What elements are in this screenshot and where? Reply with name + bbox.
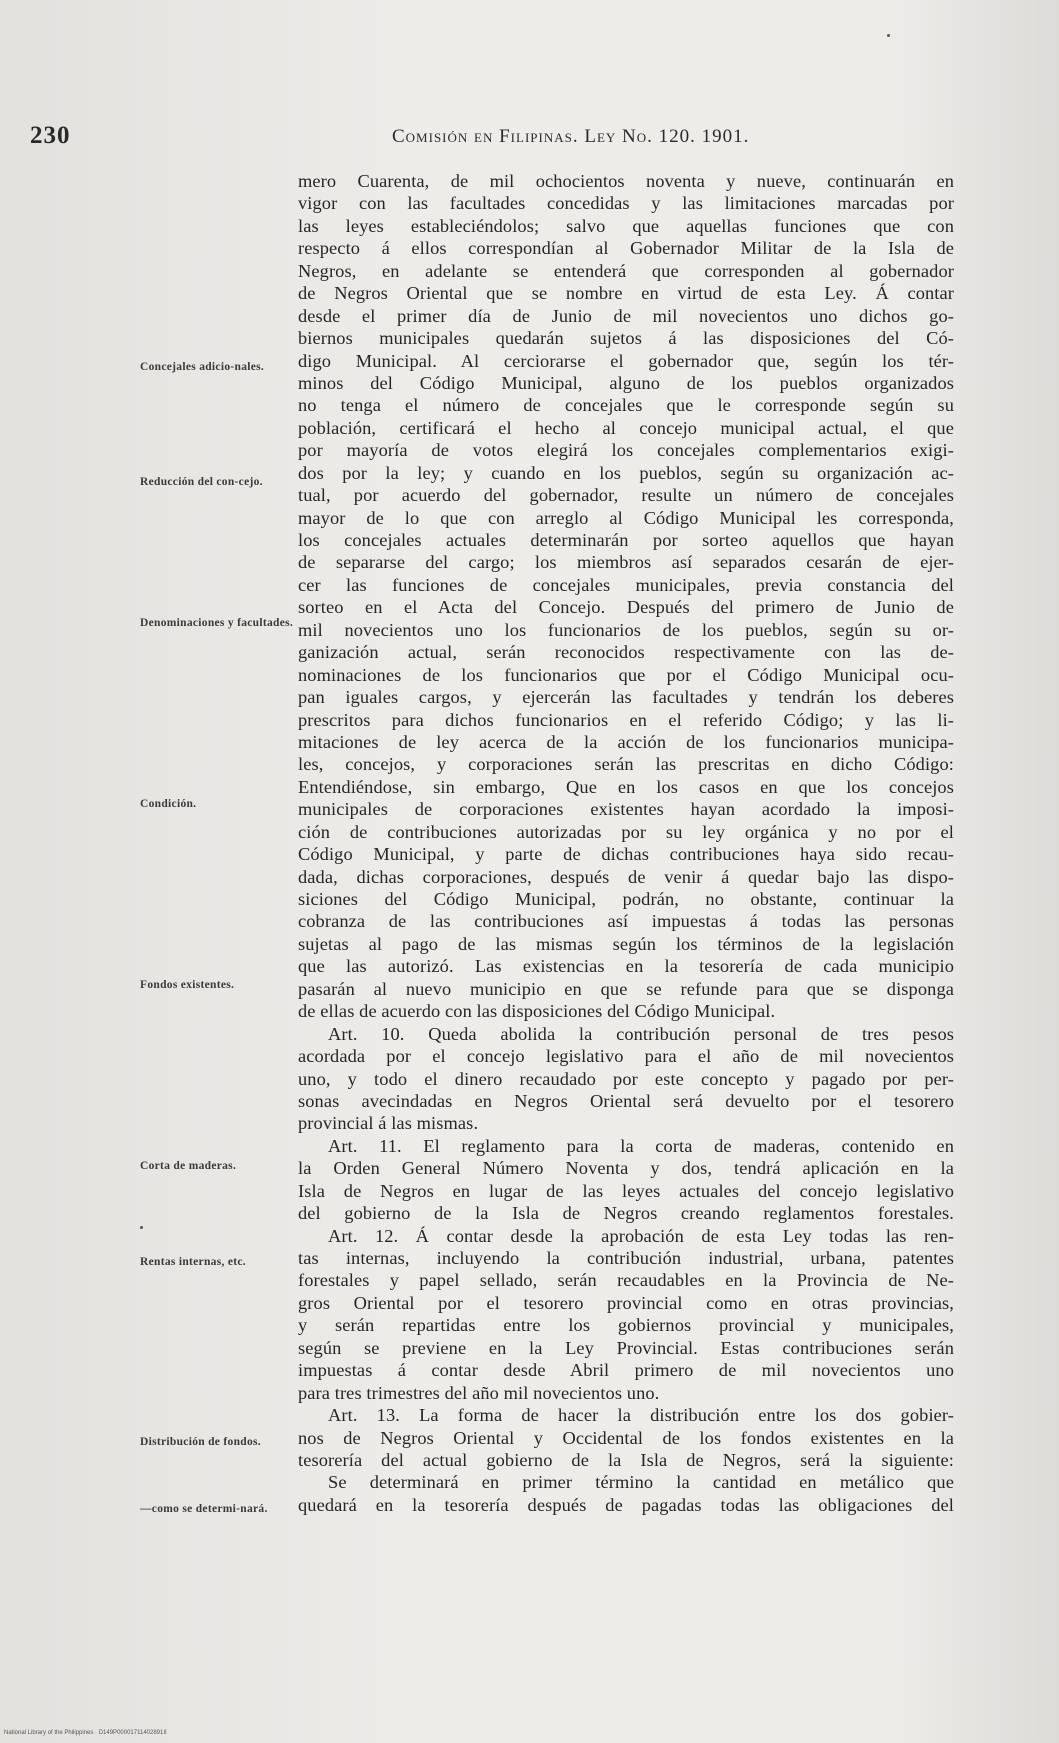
text-line: población, certificará el hecho al concejo municipal actual, el que: [298, 417, 954, 438]
margin-note: —como se determi-nará.: [140, 1503, 268, 1515]
text-line: del gobierno de la Isla de Negros creando reglamentos forestales.: [298, 1203, 954, 1224]
text-line: tesorería del actual gobierno de la Isla de Negros, será la siguiente:: [298, 1449, 954, 1470]
text-line: nos de Negros Oriental y Occidental de los fondos existentes en la: [298, 1427, 954, 1448]
text-line: de separarse del cargo; los miembros así separados cesarán de ejer-: [298, 552, 954, 573]
text-line: vigor con las facultades concedidas y las limitaciones marcadas por: [298, 193, 954, 214]
text-line: pasarán al nuevo municipio en que se refunde para que se disponga: [298, 978, 954, 999]
text-line: cer las funciones de concejales municipales, previa constancia del: [298, 574, 954, 595]
text-line: prescritos para dichos funcionarios en el referido Código; y las li-: [298, 709, 954, 730]
page-number: 230: [30, 122, 71, 149]
margin-note: Denominaciones y facultades.: [140, 617, 294, 629]
text-line: según se previene en la Ley Provincial. Estas contribuciones serán: [298, 1337, 954, 1358]
margin-note: Rentas internas, etc.: [140, 1256, 246, 1268]
text-line: Art. 10. Queda abolida la contribución personal de tres pesos: [328, 1023, 954, 1044]
text-line: sonas avecindadas en Negros Oriental será devuelto por el tesorero: [298, 1090, 954, 1111]
text-line: no tenga el número de concejales que le corresponde según su: [298, 395, 954, 416]
text-line: biernos municipales quedarán sujetos á las disposiciones del Có-: [298, 328, 954, 349]
text-line: de ellas de acuerdo con las disposiciones del Código Municipal.: [298, 1001, 776, 1022]
text-line: que las autorizó. Las existencias en la tesorería de cada municipio: [298, 956, 954, 977]
margin-note: Reducción del con-cejo.: [140, 476, 263, 488]
text-line: mil novecientos uno los funcionarios de los pueblos, según su or-: [298, 619, 954, 640]
text-line: mero Cuarenta, de mil ochocientos noventa y nueve, continuarán en: [298, 171, 954, 191]
running-title: Comisión en Filipinas. Ley No. 120. 1901.: [392, 126, 750, 147]
text-line: minos del Código Municipal, alguno de los pueblos organizados: [298, 372, 954, 393]
text-line: siciones del Código Municipal, podrán, no obstante, continuar la: [298, 889, 954, 909]
text-line: mitaciones de ley acerca de la acción de los funcionarios municipa-: [298, 731, 954, 752]
text-line: cobranza de las contribuciones así impuestas á todas las personas: [298, 911, 954, 932]
text-line: Isla de Negros en lugar de las leyes actuales del concejo legislativo: [298, 1180, 954, 1201]
text-line: Negros, en adelante se entenderá que corresponden al gobernador: [298, 260, 954, 281]
text-line: nominaciones de los funcionarios que por el Código Municipal ocu-: [298, 664, 954, 685]
text-line: por mayoría de votos elegirá los concejales complementarios exigi-: [298, 440, 954, 461]
margin-note: Distribución de fondos.: [140, 1436, 261, 1448]
text-line: gros Oriental por el tesorero provincial como en otras provincias,: [298, 1292, 954, 1313]
margin-note: Condición.: [140, 798, 197, 810]
text-line: tual, por acuerdo del gobernador, resulte un número de concejales: [298, 485, 954, 506]
text-line: mayor de lo que con arreglo al Código Municipal les corresponda,: [298, 507, 954, 528]
text-line: forestales y papel sellado, serán recaudables en la Provincia de Ne-: [298, 1270, 954, 1291]
text-line: desde el primer día de Junio de mil novecientos uno dichos go-: [298, 305, 954, 326]
text-line: Art. 13. La forma de hacer la distribución entre los dos gobier-: [328, 1405, 954, 1426]
text-line: dos por la ley; y cuando en los pueblos, según su organización ac-: [298, 462, 954, 483]
text-line: quedará en la tesorería después de pagadas todas las obligaciones del: [298, 1494, 954, 1515]
text-line: Se determinará en primer término la cantidad en metálico que: [328, 1472, 954, 1493]
text-line: les, concejos, y corporaciones serán las prescritas en dicho Código:: [298, 754, 954, 775]
text-line: Entendiéndose, sin embargo, Que en los casos en que los concejos: [298, 776, 954, 797]
text-line: sorteo en el Acta del Concejo. Después del primero de Junio de: [298, 597, 954, 618]
text-line: de Negros Oriental que se nombre en virtud de esta Ley. Á contar: [298, 283, 954, 304]
footer-credit: National Library of the Philippines · D149P00001711402891II: [4, 1730, 167, 1736]
body-text: [298, 170, 954, 1516]
text-line: Art. 12. Á contar desde la aprobación de esta Ley todas las ren-: [328, 1225, 954, 1246]
text-line: tas internas, incluyendo la contribución industrial, urbana, patentes: [298, 1248, 954, 1268]
margin-note: Corta de maderas.: [140, 1160, 237, 1172]
text-line: provincial á las mismas.: [298, 1113, 479, 1134]
text-line: digo Municipal. Al cerciorarse el gobernador que, según los tér-: [298, 350, 954, 371]
text-line: Código Municipal, y parte de dichas contribuciones haya sido recau-: [298, 844, 954, 865]
text-line: los concejales actuales determinarán por sorteo aquellos que hayan: [298, 530, 954, 550]
text-line: ción de contribuciones autorizadas por su ley orgánica y no por el: [298, 821, 954, 842]
margin-notes: [0, 0, 300, 1743]
text-line: las leyes estableciéndolos; salvo que aquellas funciones que con: [298, 215, 954, 236]
margin-note: Concejales adicio-nales.: [140, 361, 265, 373]
text-line: y serán repartidas entre los gobiernos provincial y municipales,: [298, 1315, 954, 1336]
text-line: uno, y todo el dinero recaudado por este concepto y pagado por per-: [298, 1068, 954, 1089]
text-line: municipales de corporaciones existentes hayan acordado la imposi-: [298, 799, 954, 820]
text-line: pan iguales cargos, y ejercerán las facultades y tendrán los deberes: [298, 687, 954, 708]
text-line: impuestas á contar desde Abril primero de mil novecientos uno: [298, 1360, 954, 1381]
speck: [887, 34, 890, 37]
speck: [140, 1226, 143, 1229]
margin-note: Fondos existentes.: [140, 979, 235, 991]
text-line: para tres trimestres del año mil novecientos uno.: [298, 1382, 660, 1403]
text-line: Art. 11. El reglamento para la corta de maderas, contenido en: [328, 1135, 954, 1156]
text-line: ganización actual, serán reconocidos respectivamente con las de-: [298, 642, 954, 663]
text-line: respecto á ellos correspondían al Gobernador Militar de la Isla de: [298, 238, 954, 259]
text-line: sujetas al pago de las mismas según los términos de la legislación: [298, 933, 954, 954]
text-line: la Orden General Número Noventa y dos, tendrá aplicación en la: [298, 1158, 954, 1179]
text-line: acordada por el concejo legislativo para el año de mil novecientos: [298, 1046, 954, 1067]
text-line: dada, dichas corporaciones, después de venir á quedar bajo las dispo-: [298, 866, 954, 887]
